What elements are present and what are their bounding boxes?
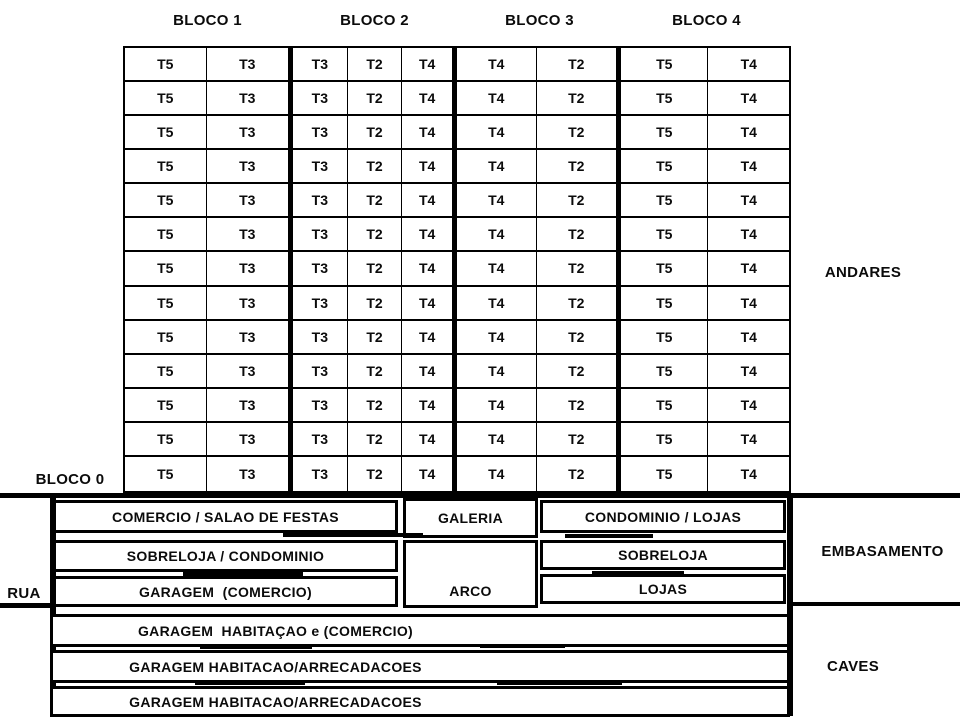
unit-cell: T4: [402, 218, 457, 252]
caves-row-3-label: GARAGEM HABITACAO/ARRECADACOES: [129, 693, 422, 710]
unit-cell: T4: [457, 48, 537, 82]
embasamento-section-label: EMBASAMENTO: [821, 542, 944, 560]
unit-cell: T4: [740, 465, 757, 482]
unit-cell: T3: [207, 457, 293, 491]
unit-cell: T2: [348, 184, 403, 218]
unit-cell: T4: [708, 252, 789, 286]
unit-cell: T2: [348, 389, 403, 423]
unit-cell: T5: [125, 150, 207, 184]
embasamento-right-row-sobreloja: SOBRELOJA: [540, 540, 786, 570]
unit-cell: T3: [293, 116, 348, 150]
unit-cell: T3: [207, 48, 293, 82]
unit-cell: T5: [621, 184, 708, 218]
caves-row-1: [50, 614, 790, 647]
unit-cell: T2: [348, 82, 403, 116]
unit-cell: T4: [457, 423, 537, 457]
unit-cell: T2: [537, 48, 621, 82]
unit-cell: T3: [207, 423, 293, 457]
unit-cell: T3: [293, 355, 348, 389]
unit-cell: T4: [402, 321, 457, 355]
scan-artifact: [200, 645, 312, 649]
caves-row-2-label: GARAGEM HABITACAO/ARRECADACOES: [129, 658, 422, 675]
block-header-bloco1: BLOCO 1: [173, 11, 242, 29]
scan-artifact: [283, 533, 423, 537]
unit-cell: T3: [293, 389, 348, 423]
unit-cell: T2: [348, 355, 403, 389]
unit-cell: T3: [207, 252, 293, 286]
unit-cell: T4: [402, 389, 457, 423]
unit-cell: T4: [402, 82, 457, 116]
andares-section-label: ANDARES: [824, 263, 902, 281]
unit-cell: T4: [457, 218, 537, 252]
unit-cell: T2: [537, 184, 621, 218]
embasamento-right-row-condominio: CONDOMINIO / LOJAS: [540, 500, 786, 533]
unit-cell: T2: [348, 423, 403, 457]
unit-cell: T4: [457, 150, 537, 184]
unit-cell: T2: [537, 321, 621, 355]
unit-cell: T4: [708, 321, 789, 355]
unit-cell: T3: [207, 355, 293, 389]
unit-cell: T3: [207, 287, 293, 321]
unit-cell: T3: [207, 389, 293, 423]
unit-cell: T4: [402, 116, 457, 150]
unit-cell: T4: [457, 321, 537, 355]
unit-cell: T2: [537, 82, 621, 116]
unit-cell: T5: [125, 355, 207, 389]
rua-label: RUA: [7, 584, 41, 602]
unit-cell: T4: [708, 355, 789, 389]
unit-cell: T3: [293, 423, 348, 457]
unit-cell: T4: [457, 287, 537, 321]
unit-cell: T4: [708, 184, 789, 218]
block-header-bloco4: BLOCO 4: [672, 11, 741, 29]
unit-cell: T4: [457, 116, 537, 150]
unit-cell: T3: [293, 457, 348, 491]
unit-cell: T5: [621, 423, 708, 457]
unit-cell: T5: [125, 321, 207, 355]
unit-cell: T4: [708, 389, 789, 423]
unit-cell: T5: [125, 116, 207, 150]
unit-cell: T2: [348, 48, 403, 82]
unit-cell: T4: [708, 150, 789, 184]
scan-artifact: [565, 534, 653, 538]
unit-cell: T4: [457, 252, 537, 286]
unit-cell: T5: [621, 321, 708, 355]
embasamento-left-row-garagem: GARAGEM (COMERCIO): [53, 576, 398, 607]
unit-cell: T4: [402, 184, 457, 218]
unit-cell: T2: [537, 252, 621, 286]
unit-cell: T2: [348, 252, 403, 286]
unit-cell: T2: [348, 150, 403, 184]
embasamento-middle-galeria: GALERIA: [403, 498, 538, 538]
unit-cell: T3: [293, 48, 348, 82]
unit-cell: T5: [125, 48, 207, 82]
unit-cell: T4: [457, 355, 537, 389]
unit-cell: T5: [621, 218, 708, 252]
unit-cell: T3: [207, 184, 293, 218]
caves-row-3: [50, 686, 790, 717]
unit-cell: T4: [402, 423, 457, 457]
unit-cell: T2: [537, 116, 621, 150]
unit-cell: T3: [293, 218, 348, 252]
unit-cell: T2: [348, 116, 403, 150]
unit-cell: T4: [402, 355, 457, 389]
unit-cell: T3: [293, 184, 348, 218]
unit-cell: T5: [125, 218, 207, 252]
unit-cell: T5: [125, 389, 207, 423]
embasamento-left-row-sobreloja: SOBRELOJA / CONDOMINIO: [53, 540, 398, 572]
embasamento-middle-arco: ARCO: [403, 540, 538, 608]
unit-cell: T4: [708, 116, 789, 150]
unit-cell: T5: [621, 355, 708, 389]
unit-cell: T2: [348, 287, 403, 321]
unit-cell: T2: [348, 321, 403, 355]
unit-cell: T4: [708, 82, 789, 116]
unit-cell: T5: [621, 150, 708, 184]
embasamento-right-row-lojas: LOJAS: [540, 574, 786, 604]
embasamento-left-row-comercio: COMERCIO / SALAO DE FESTAS: [53, 500, 398, 533]
unit-cell: T5: [125, 423, 207, 457]
unit-cell: T5: [125, 457, 207, 491]
unit-cell: T4: [708, 218, 789, 252]
unit-cell: T2: [348, 218, 403, 252]
unit-cell: T3: [207, 82, 293, 116]
unit-cell: T2: [537, 457, 621, 491]
block-header-bloco3: BLOCO 3: [505, 11, 574, 29]
unit-cell: T3: [207, 150, 293, 184]
unit-cell: T3: [293, 252, 348, 286]
unit-cell: T2: [537, 287, 621, 321]
unit-cell: T3: [293, 82, 348, 116]
unit-cell: T4: [402, 457, 457, 491]
unit-cell: T4: [402, 150, 457, 184]
unit-cell: T5: [621, 287, 708, 321]
unit-cell: T5: [125, 184, 207, 218]
unit-cell: T2: [537, 423, 621, 457]
caves-row-2: [50, 650, 790, 683]
unit-cell: T2: [348, 457, 403, 491]
unit-cell: T5: [621, 116, 708, 150]
unit-cell: T3: [293, 287, 348, 321]
unit-cell: T2: [537, 218, 621, 252]
unit-cell: T4: [402, 48, 457, 82]
scan-artifact: [592, 571, 684, 575]
unit-cell: T5: [621, 82, 708, 116]
unit-cell: T4: [457, 457, 537, 491]
unit-cell: T4: [402, 252, 457, 286]
right-boundary-line: [787, 497, 793, 716]
unit-cell: T3: [293, 321, 348, 355]
embasamento-caves-divider-line: [793, 602, 960, 606]
unit-cell: T4: [402, 287, 457, 321]
unit-cell: T5: [621, 252, 708, 286]
unit-cell: T5: [621, 389, 708, 423]
unit-cell: T5: [621, 48, 708, 82]
unit-cell: T5: [125, 252, 207, 286]
bloco0-label: BLOCO 0: [35, 470, 105, 488]
unit-cell: T5: [125, 287, 207, 321]
caves-section-label: CAVES: [826, 657, 880, 675]
unit-cell: T2: [537, 150, 621, 184]
unit-cell: T4: [708, 48, 789, 82]
unit-cell: T4: [457, 184, 537, 218]
caves-row-1-label: GARAGEM HABITAÇAO e (COMERCIO): [137, 622, 414, 639]
unit-cell: T4: [457, 82, 537, 116]
unit-cell: T3: [207, 218, 293, 252]
unit-cell: T3: [293, 150, 348, 184]
unit-cell: T4: [708, 287, 789, 321]
unit-cell: T3: [207, 321, 293, 355]
scan-artifact: [195, 681, 305, 685]
unit-cell: T4: [457, 389, 537, 423]
floors-table: [123, 46, 791, 493]
unit-cell: T5: [125, 82, 207, 116]
unit-cell: T4: [708, 423, 789, 457]
scan-artifact: [480, 644, 565, 648]
block-header-bloco2: BLOCO 2: [340, 11, 409, 29]
unit-cell: T2: [537, 389, 621, 423]
unit-cell: T3: [207, 116, 293, 150]
unit-cell: T5: [621, 457, 708, 491]
scan-artifact: [497, 681, 622, 685]
scan-artifact: [183, 572, 303, 576]
unit-cell: T2: [537, 355, 621, 389]
